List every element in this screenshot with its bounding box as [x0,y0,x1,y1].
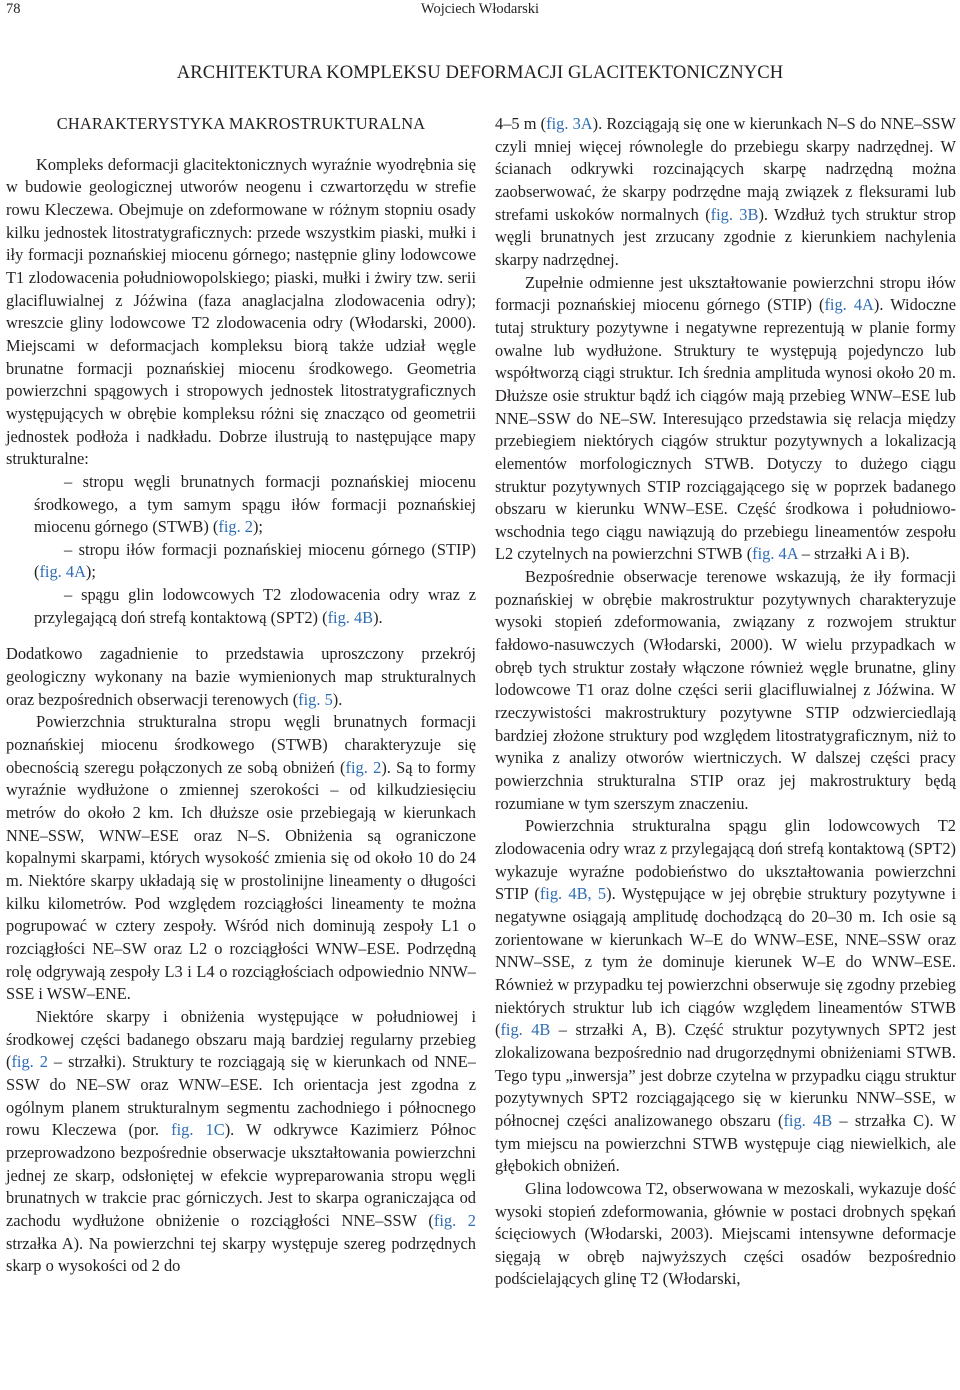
paragraph: 4–5 m (fig. 3A). Rozciągają się one w kierunkach N–S do NNE–SSW czyli mniej więcej równolegle do przebiegu skarpy nadrzędnej. W ścianach odkrywki rozcinających skarpę nadrzędną można zaobserwować, że skarpy podrzędne mają związek z fleksurami lub strefami uskoków normalnych (fig. 3B). Wzdłuż tych struktur strop węgli brunatnych jest zrzucany zgodnie z kierunkiem nachylenia skarpy nadrzędnej. [495,114,957,269]
paragraph: Dodatkowo zagadnienie to przedstawia uproszczony przekrój geologiczny wykonany na bazie wymienionych map strukturalnych oraz bezpośrednich obserwacji terenowych (fig. 5). [6,644,476,709]
figure-link[interactable]: fig. 1C [171,1120,225,1140]
figure-link[interactable]: fig. 4B [327,607,374,627]
list-item: – stropu węgli brunatnych formacji poznańskiej miocenu środkowego, a tym samym spągu iłów formacji poznańskiej miocenu górnego (STWB) (fig. 2); [34,471,476,537]
subsection-title: CHARAKTERYSTYKA MAKROSTRUKTURALNA [56,114,426,133]
running-header [0,0,960,24]
paragraph: Bezpośrednie obserwacje terenowe wskazują, że iły formacji poznańskiej w obrębie makrostruktur pozytywnych charakteryzuje wysoki stopień zdeformowania, związany z rozwojem struktur fałdowo-nasuwczych (Włodarski, 2000). W wielu przypadkach w obręb tych struktur zostały włączone również węgle brunatne, gliny lodowcowe T1 oraz dolne części serii glacifluwialnej z Jóźwina. W rzeczywistości makrostruktury pozytywne STIP odzwierciedlają bardziej złożone struktury pod względem litostratygraficznym, niż to wynika z analizy otworów wiertniczych. W dalszej części pracy powierzchnia strukturalna STIP oraz jej makrostruktury będą rozumiane w tym szerszym znaczeniu. [495,567,956,813]
list-item: – stropu iłów formacji poznańskiej miocenu górnego (STIP) (fig. 4A); [34,539,476,582]
left-column [6,113,476,1278]
figure-link[interactable]: fig. 4B [783,1110,833,1130]
figure-link[interactable]: fig. 4B, 5 [539,884,607,904]
figure-link[interactable]: fig. 4B [500,1020,551,1040]
list-item: – spągu glin lodowcowych T2 zlodowacenia odry wraz z przylegającą doń strefą kontaktową (SPT2) (fig. 4B). [34,585,476,627]
paragraph: Powierzchnia strukturalna spągu glin lodowcowych T2 zlodowacenia odry wraz z przylegającą doń strefą kontaktową (SPT2) wykazuje wyraźne podobieństwo do ukształtowania powierzchni STIP (fig. 4B, 5). Występujące w jej obrębie struktury pozytywne i negatywne osiągają amplitudę dochodzącą do 20–30 m. Ich osie są zorientowane w kierunkach W–E do WNW–ESE, NNE–SSW oraz NNW–SSE, z tym że dominuje kierunek W–E do WNW–ESE. Również w przypadku tej powierzchni obserwuje się zgodny przebieg niektórych struktur lub ich ciągów względem lineamentów STWB (fig. 4B – strzałki A, B). Część struktur pozytywnych SPT2 jest zlokalizowana bezpośrednio nad drugorzędnymi obniżeniami STWB. Tego typu „inwersja” jest dobrze czytelna w przypadku ciągu struktur pozytywnych SPT2 rozciągającego się w kierunku NNW–SSE, w północnej części analizowanego obszaru (fig. 4B – strzałka C). W tym miejscu na powierzchni STWB występuje ciąg niewielkich, ale głębokich obniżeń. [495,816,957,1176]
figure-link[interactable]: fig. 4A [824,295,874,315]
running-author: Wojciech Włodarski [420,1,540,17]
page-number: 78 [6,1,21,17]
paragraph: Kompleks deformacji glacitektonicznych wyraźnie wyodrębnia się w budowie geologicznej utworów neogenu i czwartorzędu w strefie rowu Kleczewa. Obejmuje on zdeformowane w różnym stopniu osady kilku jednostek litostratygraficznych: przede wszystkim piaski, mułki i iły formacji poznańskiej miocenu górnego; następnie gliny lodowcowe T1 zlodowacenia południowopolskiego; piaski, mułki i żwiry tzw. serii glacifluwialnej z Jóźwina (faza anaglacjalna zlodowacenia odry); wreszcie gliny lodowcowe T2 zlodowacenia odry (Włodarski, 2000). Miejscami w deformacjach kompleksu biorą także udział węgle brunatne formacji poznańskiej miocenu środkowego. Geometria powierzchni spągowych i stropowych jednostek litostratygraficznych występujących w obrębie kompleksu różni się znacząco od geometrii jednostek podłoża i nadkładu. Dobrze ilustrują to następujące mapy strukturalne: [6,154,476,469]
figure-link[interactable]: fig. 3A [546,114,593,133]
figure-link[interactable]: fig. 2 [433,1210,476,1230]
figure-link[interactable]: fig. 4A [752,544,798,564]
figure-link[interactable]: fig. 2 [345,757,382,777]
figure-link[interactable]: fig. 3B [710,204,759,224]
section-title: ARCHITEKTURA KOMPLEKSU DEFORMACJI GLACITEKTONICZNYCH [176,62,784,83]
figure-link[interactable]: fig. 2 [218,517,253,537]
right-column [495,113,956,1291]
figure-link[interactable]: fig. 2 [11,1052,48,1072]
figure-link[interactable]: fig. 5 [298,689,333,709]
paragraph: Glina lodowcowa T2, obserwowana w mezoskali, wykazuje dość wysoki stopień zdeformowania, głównie w postaci drobnych spękań ścięciowych (Włodarski, 2003). Miejscami intensywne deformacje sięgają w obręb najwyższych części osadów bezpośrednio podścielających glinę T2 (Włodarski, [495,1178,956,1289]
paragraph: Niektóre skarpy i obniżenia występujące w południowej i środkowej części badanego obszaru mają bardziej regularny przebieg (fig. 2 – strzałki). Struktury te rozciągają się w kierunkach od NNE–SSW do NE–SW oraz WNW–ESE. Ich orientacja jest zgodna z ogólnym planem strukturalnym segmentu zachodniego i północnego rowu Kleczewa (por. fig. 1C). W odkrywce Kazimierz Północ przeprowadzono bezpośrednie obserwacje ukształtowania powierzchni jednej ze skarp, odsłoniętej w efekcie wypreparowania stropu węgli brunatnych w trakcie prac górniczych. Jest to skarpa ograniczająca od zachodu wydłużone obniżenie o rozciągłości NNE–SSW (fig. 2 strzałka A). Na powierzchni tej skarpy występuje szereg podrzędnych skarp o wysokości od 2 do [6,1006,477,1276]
paragraph: Zupełnie odmienne jest ukształtowanie powierzchni stropu iłów formacji poznańskiej miocenu górnego (STIP) (fig. 4A). Widoczne tutaj struktury pozytywne i negatywne reprezentują w planie formy owalne lub wydłużone. Struktury te występują pojedynczo lub współtworzą ciągi struktur. Ich średnia amplituda wynosi około 20 m. Dłuższe osie struktur bądź ich ciągów mają przebieg WNW–ESE lub NNE–SSW do NE–SW. Interesująco przedstawia się relacja między przebiegiem niektórych ciągów struktur pozytywnych a lokalizacją elementów morfologicznych STWB. Dotyczy to dużego ciągu struktur pozytywnych STIP rozciągającego się w poprzek badanego obszaru w kierunku WNW–ESE. Część środkowa i południowo-wschodnia tego ciągu nawiązują do przebiegu lineamentów zespołu L2 czytelnych na powierzchni STWB (fig. 4A – strzałki A i B). [495,272,956,564]
figure-link[interactable]: fig. 4A [39,562,86,582]
paragraph: Powierzchnia strukturalna stropu węgli brunatnych formacji poznańskiej miocenu środkowego (STWB) charakteryzuje się obecnością szeregu połączonych ze sobą obniżeń (fig. 2). Są to formy wyraźnie wydłużone o zmiennej szerokości – od kilkudziesięciu metrów do około 2 km. Ich dłuższe osie przebiegają w kierunkach NNE–SSW, WNW–ESE oraz N–S. Obniżenia są ograniczone kopalnymi skarpami, których wysokość zmienia się od około 10 do 24 m. Niektóre skarpy układają się w prostolinijne lineamenty o długości kilku kilometrów. Pod względem rozciągłości lineamenty te można pogrupować w cztery zespoły. Wśród nich dominują zespoły L1 o rozciągłości NE–SW oraz L2 o rozciągłości WNW–ESE. Podrzędną rolę odgrywają zespoły L3 i L4 o rozciągłościach odpowiednio NNW–SSE i WSW–ENE. [6,712,476,1004]
